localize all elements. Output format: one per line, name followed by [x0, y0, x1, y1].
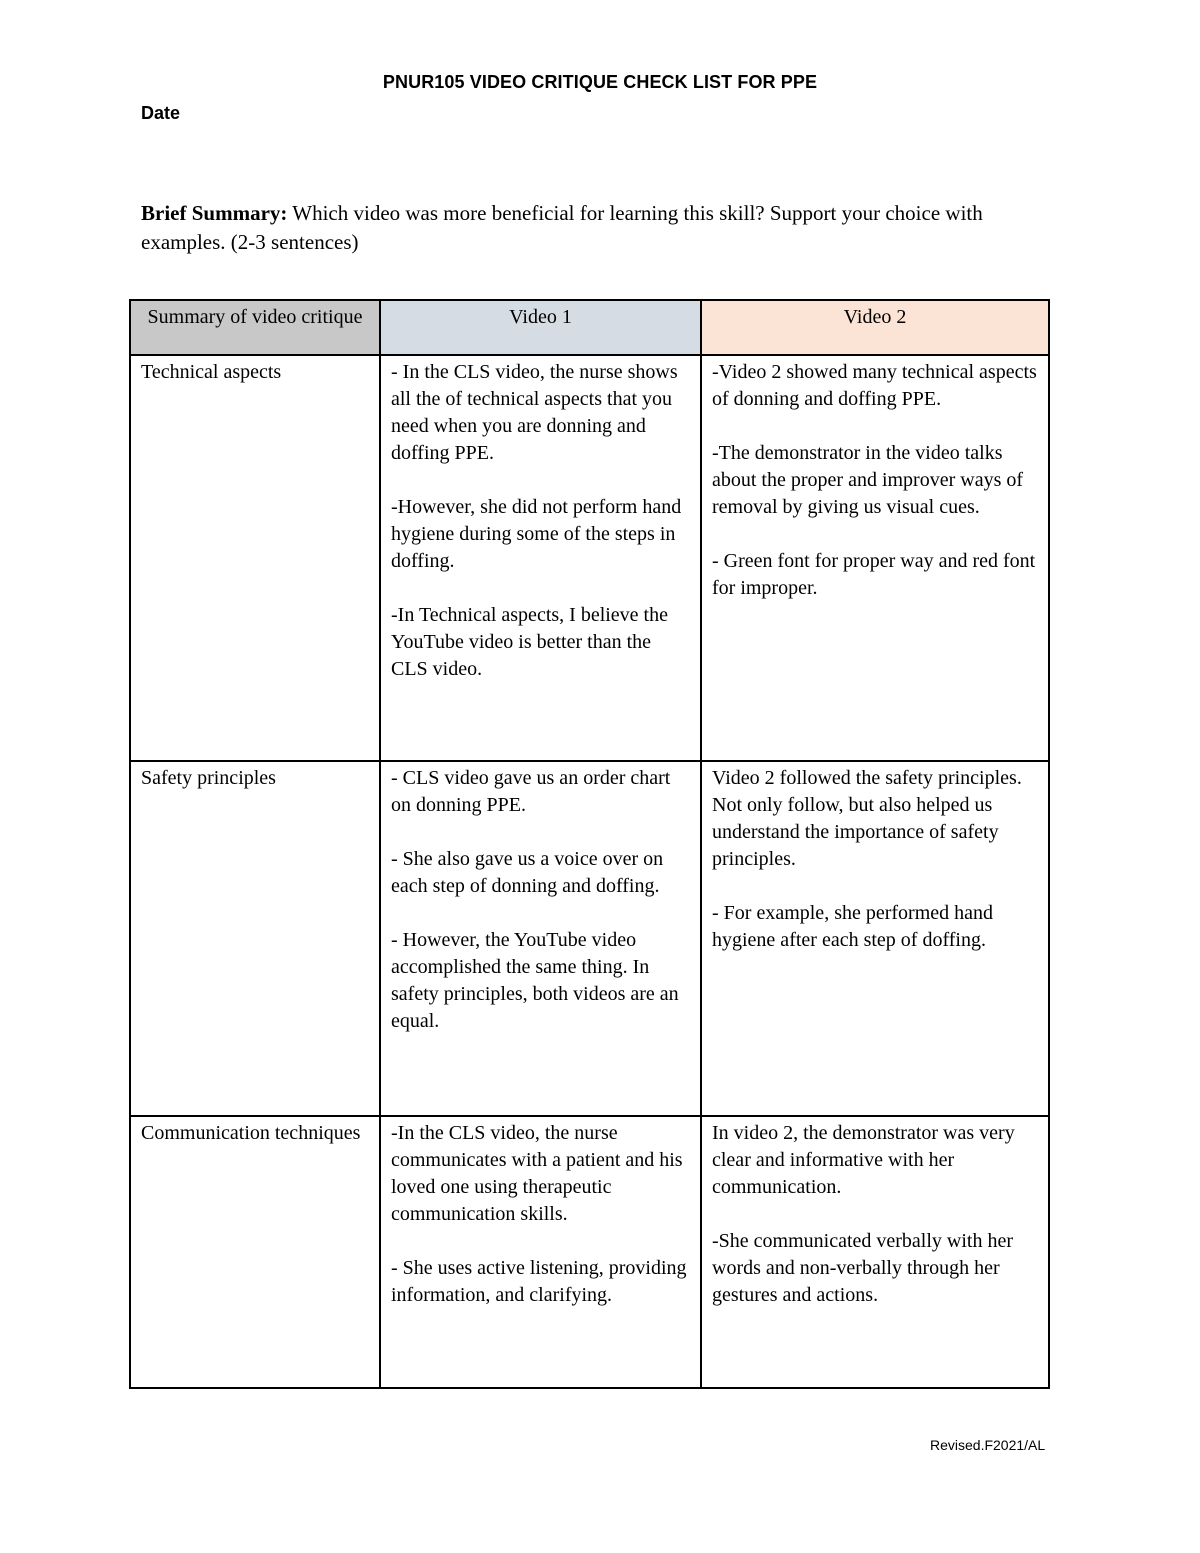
- row-label-technical-aspects: Technical aspects: [130, 355, 380, 761]
- cell-paragraph: - CLS video gave us an order chart on donning PPE.: [391, 767, 671, 816]
- cell-paragraph: - She also gave us a voice over on each step of donning and doffing.: [391, 848, 664, 897]
- document-title: PNUR105 VIDEO CRITIQUE CHECK LIST FOR PPE: [382, 72, 818, 92]
- critique-table: [129, 299, 1050, 1389]
- table-row: [130, 761, 1049, 1116]
- cell-paragraph: -In the CLS video, the nurse communicates with a patient and his loved one using therapeutic communication skills.: [391, 1122, 683, 1225]
- technical-aspects-video-1: [380, 355, 701, 761]
- header-video-1: Video 1: [380, 300, 701, 355]
- cell-paragraph: -She communicated verbally with her words and non-verbally through her gestures and actions.: [712, 1230, 1014, 1306]
- cell-paragraph: - Green font for proper way and red font for improper.: [712, 550, 1036, 599]
- row-label-safety-principles: Safety principles: [130, 761, 380, 1116]
- table-row: [130, 1116, 1049, 1388]
- row-label-communication-techniques: Communication techniques: [130, 1116, 380, 1388]
- cell-paragraph: - In the CLS video, the nurse shows all the of technical aspects that you need when you are donning and doffing PPE.: [391, 361, 678, 464]
- cell-paragraph: In video 2, the demonstrator was very clear and informative with her communication.: [712, 1122, 1015, 1198]
- header-summary: Summary of video critique: [130, 300, 380, 355]
- header-video-2: Video 2: [701, 300, 1049, 355]
- table-row: [130, 355, 1049, 761]
- revision-footer: Revised.F2021/AL: [930, 1437, 1046, 1453]
- cell-paragraph: -The demonstrator in the video talks about the proper and improver ways of removal by giving us visual cues.: [712, 442, 1024, 518]
- technical-aspects-video-2: [701, 355, 1049, 761]
- brief-summary: [141, 199, 1056, 257]
- cell-paragraph: -However, she did not perform hand hygiene during some of the steps in doffing.: [391, 496, 682, 572]
- cell-paragraph: Video 2 followed the safety principles. Not only follow, but also helped us understand the importance of safety principles.: [712, 767, 1022, 870]
- table-header-row: [130, 300, 1049, 355]
- communication-techniques-video-2: [701, 1116, 1049, 1388]
- date-label: Date: [141, 103, 181, 123]
- cell-paragraph: - She uses active listening, providing information, and clarifying.: [391, 1257, 687, 1306]
- cell-paragraph: -In Technical aspects, I believe the YouTube video is better than the CLS video.: [391, 604, 668, 680]
- cell-paragraph: - However, the YouTube video accomplished the same thing. In safety principles, both videos are an equal.: [391, 929, 679, 1032]
- brief-summary-text: Which video was more beneficial for learning this skill? Support your choice with examples. (2-3 sentences): [141, 201, 983, 254]
- cell-paragraph: - For example, she performed hand hygiene after each step of doffing.: [712, 902, 994, 951]
- cell-paragraph: -Video 2 showed many technical aspects of donning and doffing PPE.: [712, 361, 1037, 410]
- communication-techniques-video-1: [380, 1116, 701, 1388]
- safety-principles-video-2: [701, 761, 1049, 1116]
- safety-principles-video-1: [380, 761, 701, 1116]
- brief-summary-label: Brief Summary:: [141, 201, 288, 225]
